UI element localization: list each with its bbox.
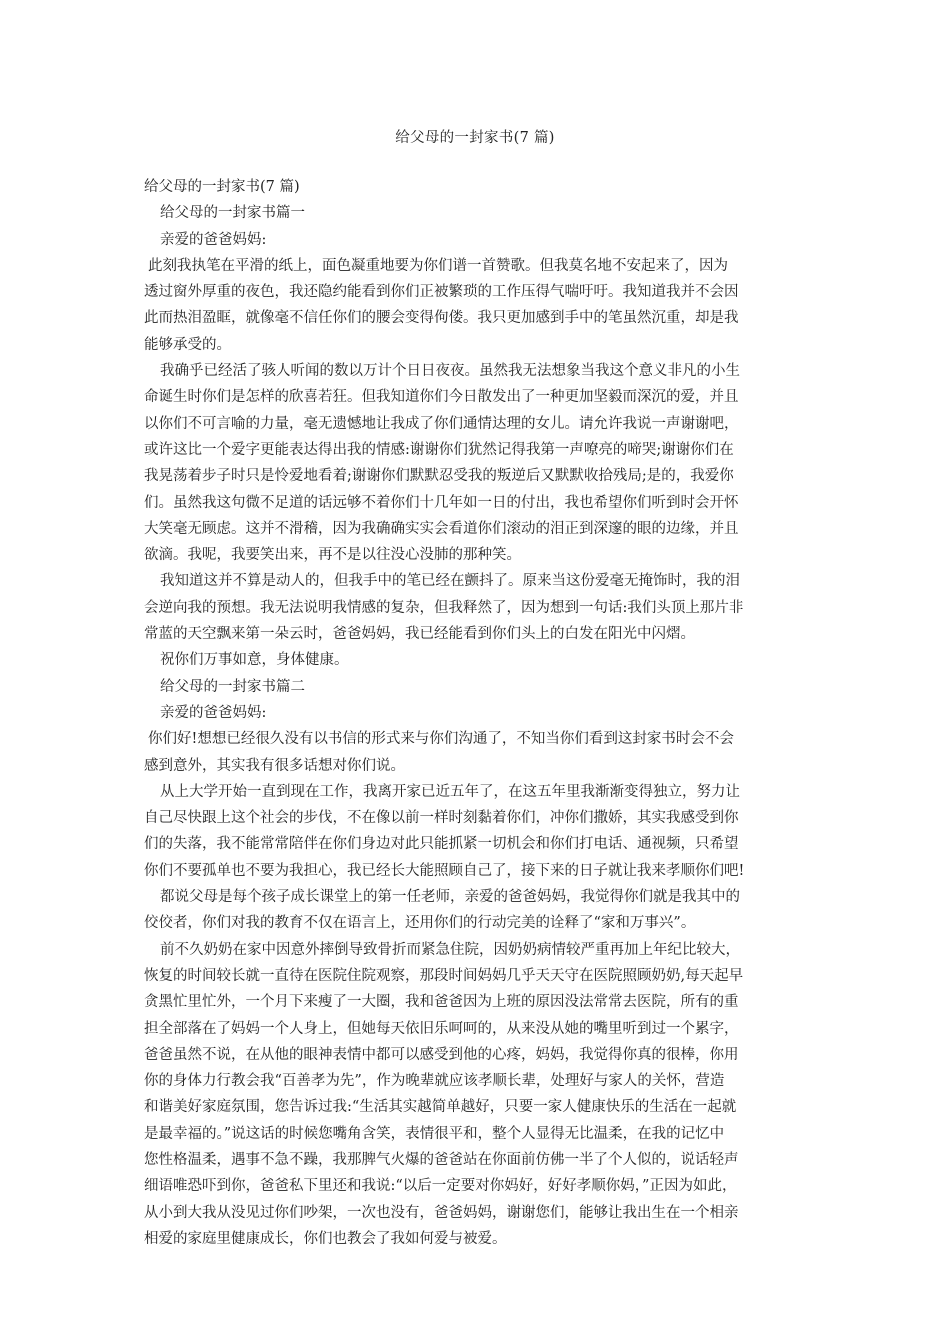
text-line: 恢复的时间较长就一直待在医院住院观察，那段时间妈妈几乎天天守在医院照顾奶奶,每天起早 xyxy=(144,967,744,984)
text-line: 爸爸虽然不说，在从他的眼神表情中都可以感受到他的心疼，妈妈，我觉得你真的很棒，你用 xyxy=(144,1046,739,1063)
text-line: 给父母的一封家书(7 篇) xyxy=(144,179,300,195)
text-line: 们。虽然我这句微不足道的话远够不着你们十几年如一日的付出，我也希望你们听到时会开怀 xyxy=(144,494,739,511)
text-line: 命诞生时你们是怎样的欣喜若狂。但我知道你们今日散发出了一种更加坚毅而深沉的爱，并且 xyxy=(144,389,739,406)
text-line: 佼佼者，你们对我的教育不仅在语言上，还用你们的行动完美的诠释了“家和万事兴”。 xyxy=(144,915,696,932)
text-line: 相爱的家庭里健康成长，你们也教会了我如何爱与被爱。 xyxy=(144,1230,507,1247)
text-line: 担全部落在了妈妈一个人身上，但她每天依旧乐呵呵的，从来没从她的嘴里听到过一个累字， xyxy=(144,1020,739,1037)
text-line: 都说父母是每个孩子成长课堂上的第一任老师，亲爱的爸爸妈妈，我觉得你们就是我其中的 xyxy=(160,889,740,906)
text-line: 能够承受的。 xyxy=(144,336,231,353)
text-line: 从上大学开始一直到现在工作，我离开家已近五年了，在这五年里我渐渐变得独立，努力让 xyxy=(160,783,740,800)
text-line: 我晃荡着步子时只是怜爱地看着;谢谢你们默默忍受我的叛逆后又默默收拾残局;是的，我爱你 xyxy=(144,468,734,485)
text-line: 我确乎已经活了骇人听闻的数以万计个日日夜夜。虽然我无法想象当我这个意义非凡的小生 xyxy=(160,363,740,380)
text-line: 以你们不可言喻的力量，毫无遗憾地让我成了你们通情达理的女儿。请允许我说一声谢谢吧， xyxy=(144,415,739,432)
text-line: 是最幸福的。”说这话的时候您嘴角含笑，表情很平和，整个人显得无比温柔，在我的记忆中 xyxy=(144,1125,725,1142)
text-line: 和谐美好家庭氛围，您告诉过我:“生活其实越简单越好，只要一家人健康快乐的生活在一起就 xyxy=(144,1099,737,1116)
document-body xyxy=(144,174,822,1252)
text-line: 亲爱的爸爸妈妈: xyxy=(160,231,267,248)
text-line: 大笑毫无顾虑。这并不滑稽，因为我确确实实会看道你们滚动的泪正到深邃的眼的边缘，并且 xyxy=(144,520,739,537)
text-line: 你们好!想想已经很久没有以书信的形式来与你们沟通了，不知当你们看到这封家书时会不会 xyxy=(148,731,734,748)
text-line: 此刻我执笔在平滑的纸上，面色凝重地要为你们谱一首赞歌。但我莫名地不安起来了，因为 xyxy=(148,257,728,274)
text-line: 们的失落，我不能常常陪伴在你们身边对此只能抓紧一切机会和你们打电话、通视频，只希望 xyxy=(144,836,739,853)
text-line: 感到意外，其实我有很多话想对你们说。 xyxy=(144,757,405,774)
text-line: 亲爱的爸爸妈妈: xyxy=(160,704,267,721)
text-line: 细语唯恐吓到你，爸爸私下里还和我说:“以后一定要对你妈好，好好孝顺你妈，”正因为如此， xyxy=(144,1178,737,1195)
text-line: 从小到大我从没见过你们吵架，一次也没有，爸爸妈妈，谢谢您们，能够让我出生在一个相亲 xyxy=(144,1204,739,1221)
text-line: 贪黑忙里忙外，一个月下来瘦了一大圈，我和爸爸因为上班的原因没法常常去医院，所有的重 xyxy=(144,994,739,1011)
text-line: 你的身体力行教会我“百善孝为先”，作为晚辈就应该孝顺长辈，处理好与家人的关怀，营造 xyxy=(144,1073,725,1090)
text-line: 祝你们万事如意，身体健康。 xyxy=(160,652,349,669)
text-line: 您性格温柔，遇事不急不躁，我那脾气火爆的爸爸站在你面前仿佛一半了个人似的，说话轻声 xyxy=(144,1151,739,1168)
text-line: 你们不要孤单也不要为我担心，我已经长大能照顾自己了，接下来的日子就让我来孝顺你们吧! xyxy=(144,862,745,879)
page-title: 给父母的一封家书(7 篇) xyxy=(395,130,555,146)
text-line: 会逆向我的预想。我无法说明我情感的复杂，但我释然了，因为想到一句话:我们头顶上那片非 xyxy=(144,599,744,616)
text-line: 此而热泪盈眶，就像毫不信任你们的腰会变得佝偻。我只更加感到手中的笔虽然沉重，却是我 xyxy=(144,310,739,327)
text-line: 或许这比一个爱字更能表达得出我的情感:谢谢你们犹然记得我第一声嘹亮的啼哭;谢谢你们在 xyxy=(144,441,734,458)
text-line: 透过窗外厚重的夜色，我还隐约能看到你们正被繁琐的工作压得气喘吁吁。我知道我并不会因 xyxy=(144,284,739,301)
text-line: 我知道这并不算是动人的，但我手中的笔已经在颤抖了。原来当这份爱毫无掩饰时，我的泪 xyxy=(160,573,740,590)
text-line: 自己尽快跟上这个社会的步伐，不在像以前一样时刻黏着你们，冲你们撒娇，其实我感受到你 xyxy=(144,810,739,827)
text-line: 给父母的一封家书篇二 xyxy=(160,678,305,695)
text-line: 欲滴。我呢，我要笑出来，再不是以往没心没肺的那种笑。 xyxy=(144,547,521,564)
text-line: 给父母的一封家书篇一 xyxy=(160,205,305,222)
text-line: 常蓝的天空飘来第一朵云时，爸爸妈妈，我已经能看到你们头上的白发在阳光中闪熠。 xyxy=(144,626,695,643)
text-line: 前不久奶奶在家中因意外摔倒导致骨折而紧急住院，因奶奶病情较严重再加上年纪比较大， xyxy=(160,941,740,958)
